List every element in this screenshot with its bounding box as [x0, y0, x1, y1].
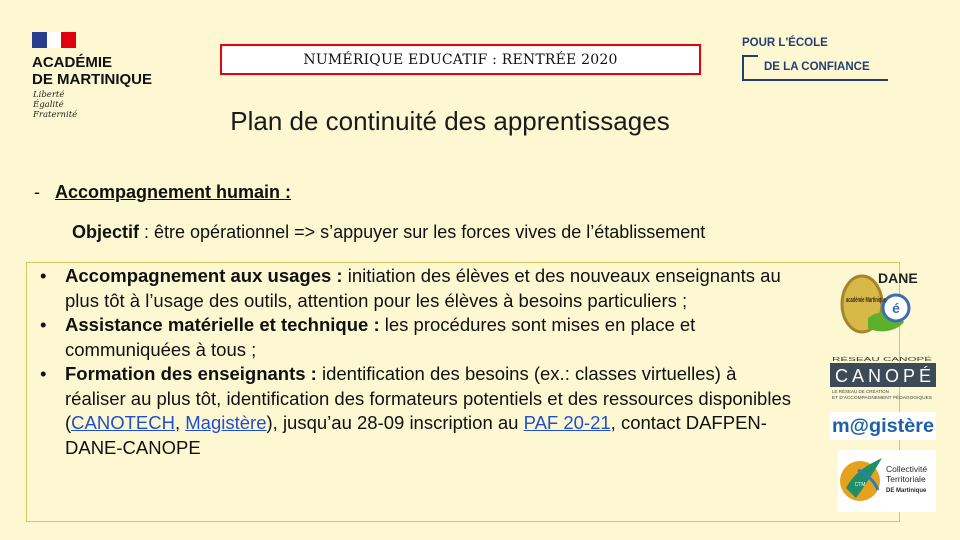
list-item — [40, 313, 800, 362]
section-heading — [34, 182, 291, 203]
dane-label: DANE — [878, 270, 918, 286]
motto-egalite: Égalité — [33, 100, 64, 110]
bullet-text: identification des besoins (ex.: classes virtuelles) à réaliser au plus tôt, identification des formateurs potentiels et des ressources disponibles ( — [65, 363, 791, 433]
canope-sub2: ET D'ACCOMPAGNEMENT PÉDAGOGIQUES — [832, 395, 926, 400]
objective-label: Objectif — [72, 222, 140, 242]
academie-name — [32, 54, 152, 88]
canotech-link[interactable]: CANOTECH — [71, 412, 175, 433]
list-item — [40, 362, 800, 460]
french-flag-icon — [32, 32, 76, 48]
bullet-dot: • — [40, 314, 47, 335]
motto-fraternite: Fraternité — [33, 110, 78, 120]
header-banner — [220, 44, 701, 75]
bullet-text-after: , contact DAFPEN-DANE-CANOPE — [65, 412, 767, 458]
academie-line2: DE MARTINIQUE — [32, 71, 152, 88]
bullet-text-mid: ), jusqu’au 28-09 inscription au — [266, 412, 524, 433]
canope-text: CANOPÉ — [835, 366, 931, 386]
bullet-bold: Assistance matérielle et technique : — [65, 314, 380, 335]
list-item — [40, 264, 800, 313]
ctm-line1: Collectivité — [886, 464, 928, 474]
ctm-line2: Territoriale — [886, 474, 926, 484]
bullet-text: initiation des élèves et des nouveaux enseignants au plus tôt à l’usage des outils, attention pour les élèves à besoins particuliers ; — [65, 265, 781, 311]
dane-sub: académie Martinique — [846, 297, 887, 304]
bullet-bold: Accompagnement aux usages : — [65, 265, 343, 286]
magistere-link[interactable]: Magistère — [185, 412, 267, 433]
bullet-text: les procédures sont mises en place et communiquées à tous ; — [65, 314, 696, 360]
bullet-sep: , — [174, 412, 186, 433]
bullet-list — [40, 264, 800, 460]
ctm-logo — [838, 450, 936, 512]
magistere-text: m@gistère — [832, 416, 934, 437]
ecole-rule-1 — [742, 55, 758, 57]
dane-e: é — [892, 300, 900, 316]
objective — [72, 222, 705, 243]
canope-top: RÉSEAU CANOPÉ — [832, 357, 876, 363]
ctm-badge: CTM — [854, 482, 866, 488]
canope-sub1: LE RÉSEAU DE CRÉATION — [832, 389, 889, 394]
paf-link[interactable]: PAF 20-21 — [523, 412, 611, 433]
magistere-logo — [830, 412, 936, 440]
motto-liberte: Liberté — [33, 90, 65, 100]
ecole-line2: DE LA CONFIANCE — [764, 61, 870, 73]
academie-line1: ACADÉMIE — [32, 54, 113, 71]
ecole-rule-3 — [742, 79, 888, 81]
dane-logo — [838, 268, 920, 336]
page-title: Plan de continuité des apprentissages — [230, 106, 670, 136]
bullet-dot: • — [40, 363, 47, 384]
ecole-confiance-logo — [740, 36, 900, 86]
canope-logo — [830, 356, 936, 400]
ctm-line3: DE Martinique — [886, 488, 927, 494]
objective-text: : être opérationnel => s’appuyer sur les forces vives de l’établissement — [139, 222, 706, 242]
ecole-line1: POUR L'ÉCOLE — [742, 37, 828, 49]
section-dash: - — [34, 182, 40, 202]
banner-text: NUMÉRIQUE EDUCATIF : RENTRÉE 2020 — [222, 46, 699, 73]
bullet-dot: • — [40, 265, 47, 286]
ecole-rule-2 — [742, 55, 744, 81]
section-label: Accompagnement humain : — [55, 182, 292, 202]
bullet-bold: Formation des enseignants : — [65, 363, 317, 384]
